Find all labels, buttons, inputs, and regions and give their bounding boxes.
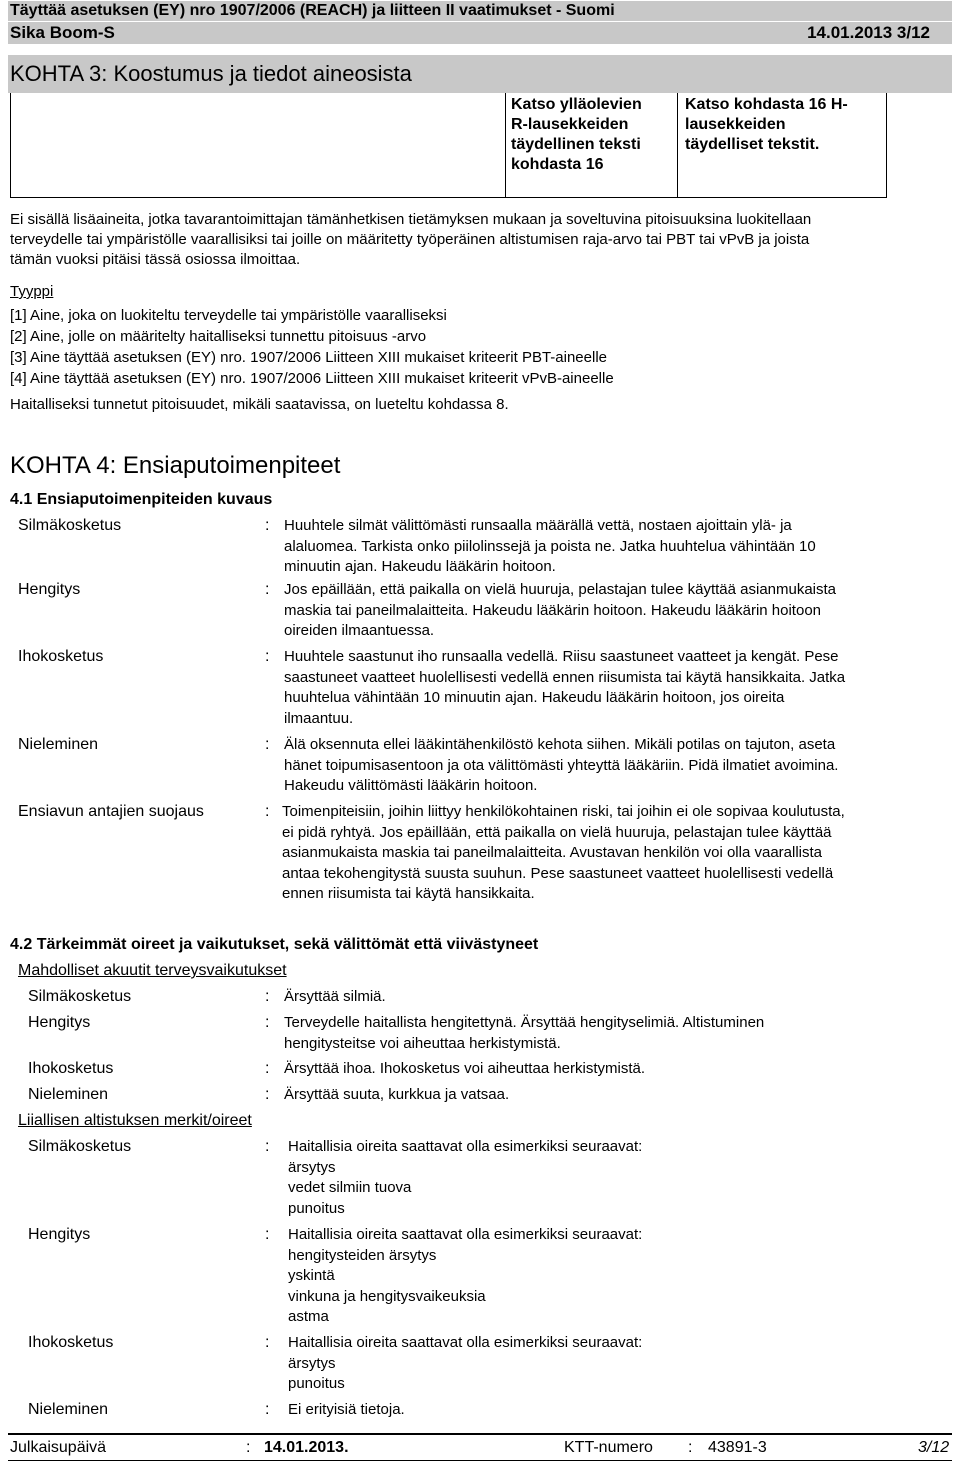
text-line: Jos epäillään, että paikalla on vielä huuruja, pelastajan tulee käyttää asianmukaista xyxy=(284,581,837,598)
text-line: antaa tekohengitystä suusta suuhun. Pese saastuneet vaatteet huolellisesti vedellä xyxy=(282,864,834,882)
first-aid-label-ingestion: Nieleminen xyxy=(18,736,99,753)
h-phrases-cell xyxy=(685,95,885,155)
text-line: hengitysteiden ärsytys xyxy=(288,1246,437,1264)
cell-line: R-lausekkeiden xyxy=(511,116,629,133)
text-line: vedet silmiin tuova xyxy=(288,1179,412,1196)
ktt-number: 43891-3 xyxy=(708,1439,767,1456)
overexp-text-eye xyxy=(288,1137,948,1219)
acute-text-inhalation xyxy=(284,1013,944,1054)
text-line: maskia tai paneilmalaitteita. Hakeudu lääkärin hoitoon. Hakeudu lääkärin hoitoon xyxy=(284,601,821,619)
colon: : xyxy=(265,1334,270,1351)
cell-line: täydellinen teksti xyxy=(511,136,641,153)
colon: : xyxy=(265,736,270,753)
text-line: hengitysteitse voi aiheuttaa herkistymistä. xyxy=(284,1034,561,1052)
acute-label-eye: Silmäkosketus xyxy=(28,988,132,1005)
colon: : xyxy=(265,1138,270,1155)
first-aid-text-eye xyxy=(284,516,944,578)
text-line: hänet toipumisasentoon ja ota välittömästi yhteyttä lääkäriin. Pidä ilmatiet avoimina. xyxy=(284,756,839,774)
colon: : xyxy=(265,1060,270,1077)
text-line: Terveydelle haitallista hengitettynä. Ärsyttää hengityselimiä. Altistuminen xyxy=(284,1014,765,1031)
page-number: 3/12 xyxy=(918,1439,950,1456)
text-line: Ärsyttää silmiä. xyxy=(284,988,386,1005)
overexp-label-skin: Ihokosketus xyxy=(28,1334,114,1351)
first-aid-label-responders: Ensiavun antajien suojaus xyxy=(18,803,204,820)
cell-line: täydelliset tekstit. xyxy=(685,136,820,153)
text-line: Ärsyttää suuta, kurkkua ja vatsaa. xyxy=(284,1086,510,1103)
text-line: ilmaantuu. xyxy=(284,709,354,727)
first-aid-text-responders xyxy=(282,802,942,905)
text-line: oireiden ilmaantuessa. xyxy=(284,622,435,639)
paragraph-line: terveydelle tai ympäristölle vaarallisiksi tai joille on määritetty työperäinen altistumisen raja-arvo tai PBT tai vPvB ja joista xyxy=(10,231,810,248)
ktt-number-label: KTT-numero xyxy=(564,1439,653,1456)
colon: : xyxy=(265,1401,270,1418)
first-aid-text-ingestion xyxy=(284,735,944,797)
composition-table-fragment xyxy=(10,93,887,198)
text-line: ärsytys xyxy=(288,1354,336,1372)
section-3-title: KOHTA 3: Koostumus ja tiedot aineosista xyxy=(8,55,952,93)
overexposure-heading: Liiallisen altistuksen merkit/oireet xyxy=(18,1112,252,1129)
type-item: [4] Aine täyttää asetuksen (EY) nro. 1907/2006 Liitteen XIII mukaiset kriteerit vPvB-aineelle xyxy=(10,370,614,387)
acute-effects-heading: Mahdolliset akuutit terveysvaikutukset xyxy=(18,962,287,979)
overexp-label-eye: Silmäkosketus xyxy=(28,1138,132,1155)
colon: : xyxy=(265,581,270,598)
text-line: Huuhtele saastunut iho runsaalla vedellä. Riisu saastuneet vaatteet ja kengät. Pese xyxy=(284,648,839,665)
colon: : xyxy=(265,988,270,1005)
cell-line: lausekkeiden xyxy=(685,116,786,133)
text-line: astma xyxy=(288,1308,329,1325)
footer-rule xyxy=(8,1433,952,1435)
text-line: Hakeudu välittömästi lääkärin hoitoon. xyxy=(284,777,538,794)
subsection-4-2-title: 4.2 Tärkeimmät oireet ja vaikutukset, sekä välittömät että viivästyneet xyxy=(10,936,539,953)
page-footer xyxy=(8,1437,952,1459)
acute-label-inhalation: Hengitys xyxy=(28,1014,91,1031)
text-line: ei pidä ryhtyä. Jos epäillään, että paikalla on vielä huuruja, pelastajan tulee käyttää xyxy=(282,823,832,841)
text-line: alaluomea. Tarkista onko piilolinssejä ja poista ne. Jatka huuhtelua vähintään 10 xyxy=(284,537,816,555)
text-line: vinkuna ja hengitysvaikeuksia xyxy=(288,1287,486,1305)
text-line: ärsytys xyxy=(288,1158,336,1176)
type-item: [1] Aine, joka on luokiteltu terveydelle tai ympäristölle vaaralliseksi xyxy=(10,307,447,324)
text-line: Toimenpiteisiin, joihin liittyy henkilökohtainen riski, tai joihin ei ole sopivaa koulutusta, xyxy=(282,803,845,820)
colon: : xyxy=(246,1439,251,1456)
text-line: Haitallisia oireita saattavat olla esimerkiksi seuraavat: xyxy=(288,1334,643,1351)
product-name: Sika Boom-S xyxy=(10,23,115,42)
first-aid-text-skin xyxy=(284,647,944,729)
text-line: Älä oksennuta ellei lääkintähenkilöstö kehota siihen. Mikäli potilas on tajuton, aseta xyxy=(284,736,836,753)
publication-date: 14.01.2013. xyxy=(264,1439,349,1456)
text-line: ennen riisumista tai käytä hansikkaita. xyxy=(282,885,535,902)
section-4-title: KOHTA 4: Ensiaputoimenpiteet xyxy=(10,452,341,479)
table-divider xyxy=(505,93,506,197)
text-line: Ärsyttää ihoa. Ihokosketus voi aiheuttaa herkistymistä. xyxy=(284,1060,646,1077)
first-aid-text-inhalation xyxy=(284,580,944,642)
cell-line: Katso kohdasta 16 H- xyxy=(685,96,848,113)
text-line: punoitus xyxy=(288,1199,345,1217)
first-aid-label-skin: Ihokosketus xyxy=(18,648,104,665)
r-phrases-cell xyxy=(511,95,675,175)
text-line: Huuhtele silmät välittömästi runsaalla määrällä vettä, nostaen ajoittain ylä- ja xyxy=(284,517,792,534)
colon: : xyxy=(265,1014,270,1031)
colon: : xyxy=(265,1226,270,1243)
type-list xyxy=(10,305,950,389)
text-line: yskintä xyxy=(288,1267,335,1284)
type-item: [2] Aine, jolle on määritelty haitalliseksi tunnettu pitoisuus -arvo xyxy=(10,328,427,345)
type-heading: Tyyppi xyxy=(10,283,54,300)
acute-text-ingestion xyxy=(284,1085,944,1106)
acute-text-eye xyxy=(284,987,944,1008)
text-line: huuhtelua vähintään 10 minuutin ajan. Hakeudu lääkärin hoitoon, jos oireita xyxy=(284,689,785,706)
cell-line: Katso ylläolevien xyxy=(511,96,642,113)
colon: : xyxy=(265,648,270,665)
text-line: Haitallisia oireita saattavat olla esimerkiksi seuraavat: xyxy=(288,1138,643,1155)
subsection-4-1-title: 4.1 Ensiaputoimenpiteiden kuvaus xyxy=(10,491,273,508)
colon: : xyxy=(688,1439,693,1456)
footer-bottom-rule xyxy=(8,1460,952,1461)
colon: : xyxy=(265,1086,270,1103)
document-header-product-bar xyxy=(8,22,952,44)
acute-label-skin: Ihokosketus xyxy=(28,1060,114,1077)
text-line: saastuneet vaatteet huolellisesti vedellä ennen riisumista tai käytä hansikkaita. Jatka xyxy=(284,668,846,686)
first-aid-label-eye: Silmäkosketus xyxy=(18,517,122,534)
table-divider xyxy=(677,93,678,197)
overexp-text-skin xyxy=(288,1333,948,1395)
overexp-label-ingestion: Nieleminen xyxy=(28,1401,109,1418)
paragraph-line: tämän vuoksi pitäisi tässä osiossa ilmoittaa. xyxy=(10,251,301,268)
text-line: Ei erityisiä tietoja. xyxy=(288,1401,405,1418)
acute-label-ingestion: Nieleminen xyxy=(28,1086,109,1103)
overexp-text-ingestion xyxy=(288,1400,948,1421)
overexp-label-inhalation: Hengitys xyxy=(28,1226,91,1243)
text-line: minuutin ajan. Hakeudu lääkärin hoitoon. xyxy=(284,558,556,575)
type-item: [3] Aine täyttää asetuksen (EY) nro. 1907/2006 Liitteen XIII mukaiset kriteerit PBT-aineelle xyxy=(10,349,607,366)
text-line: punoitus xyxy=(288,1375,345,1392)
publication-date-label: Julkaisupäivä xyxy=(10,1439,107,1456)
document-header-regulation: Täyttää asetuksen (EY) nro 1907/2006 (REACH) ja liitteen II vaatimukset - Suomi xyxy=(8,1,952,21)
section-3-paragraph xyxy=(10,210,955,270)
acute-text-skin xyxy=(284,1059,944,1080)
overexp-text-inhalation xyxy=(288,1225,948,1328)
cell-line: kohdasta 16 xyxy=(511,156,604,173)
date-page: 14.01.2013 3/12 xyxy=(807,23,930,42)
text-line: Haitallisia oireita saattavat olla esimerkiksi seuraavat: xyxy=(288,1226,643,1243)
colon: : xyxy=(265,517,270,534)
paragraph-line: Ei sisällä lisäaineita, jotka tavarantoimittajan tämänhetkisen tietämyksen mukaan ja soveltuvina pitoisuuksina luokitellaan xyxy=(10,211,812,228)
text-line: asianmukaista maskia tai paneilmalaitteita. Avustavan henkilön voi olla vaarallista xyxy=(282,844,823,861)
colon: : xyxy=(265,803,270,820)
first-aid-label-inhalation: Hengitys xyxy=(18,581,81,598)
limits-note: Haitalliseksi tunnetut pitoisuudet, mikäli saatavissa, on lueteltu kohdassa 8. xyxy=(10,396,509,413)
